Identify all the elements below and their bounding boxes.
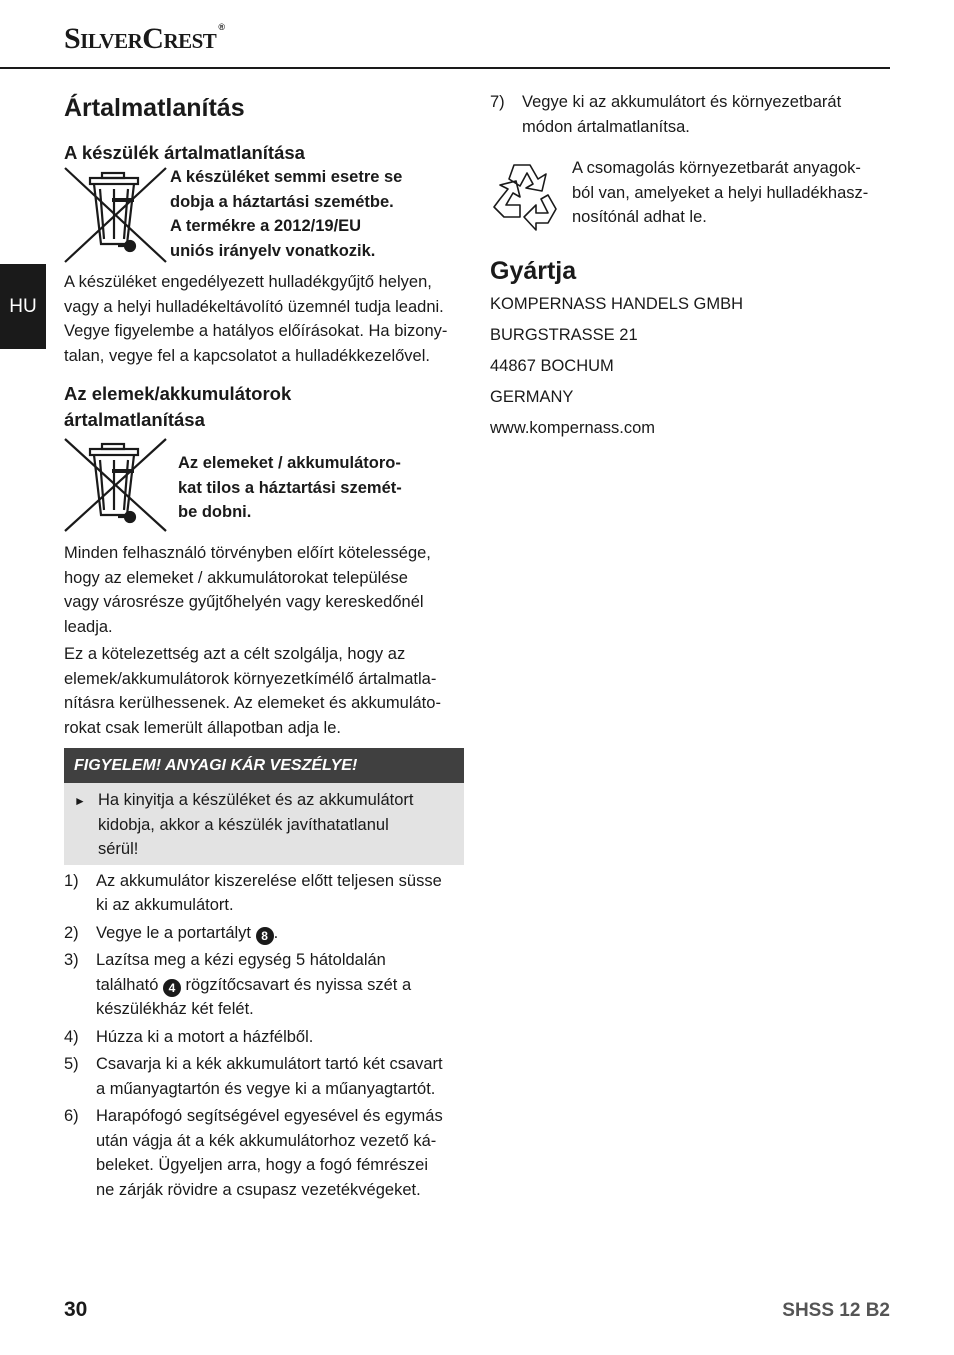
step-line: készülékház két felét. [96,1000,254,1018]
packaging-note [490,159,890,231]
list-item [64,1025,464,1050]
step-text: . [273,923,279,942]
address-line: 44867 BOCHUM [490,357,614,375]
step-number: 1) [64,871,79,890]
manufacturer-heading: Gyártja [490,257,577,285]
address-line: BURGSTRASSE 21 [490,326,638,344]
step-line: Húzza ki a motort a házfélből. [96,1027,314,1046]
step-number: 6) [64,1107,79,1125]
step-line: Lazítsa meg a kézi egység 5 hátoldalán [96,951,386,969]
part-ref-badge: 8 [256,927,274,945]
section-heading [64,381,464,433]
crossed-bin-icon [64,437,168,533]
step-list [64,869,464,1203]
part-ref-badge: 4 [163,979,181,997]
text-line: leadja. [64,617,113,636]
note-line: be dobni. [178,503,252,521]
step-line: ne zárják rövidre a csupasz vezetékvégeket. [96,1180,421,1199]
text-line: rokat csak lemerült állapotban adja le. [64,718,341,737]
step-line: beleket. Ügyeljen arra, hogy a fogó fémrészei [96,1156,429,1174]
note-line: Az elemeket / akkumulátoro- [178,454,401,472]
note-line: dobja a háztartási szemétbe. [170,192,394,211]
step-text: Vegye le a portartályt [96,923,256,942]
right-column [490,90,890,444]
text-line: Minden felhasználó törvényben előírt kötelessége, [64,544,431,562]
warning-box [64,748,464,865]
brand-logo: SilverCrest ® [64,22,225,55]
warning-line: sérül! [98,840,139,858]
text-line: A csomagolás környezetbarát anyagok- [572,159,861,177]
device-disposal-note [64,166,464,264]
list-item [64,1052,464,1101]
step-number: 5) [64,1055,79,1073]
section-heading: A készülék ártalmatlanítása [64,142,305,163]
step-line: a műanyagtartón és vegye ki a műanyagtartót. [96,1079,436,1098]
heading-line: Az elemek/akkumulátorok [64,383,292,404]
address-line: GERMANY [490,388,574,406]
step-line: módon ártalmatlanítsa. [522,117,690,136]
model-number: SHSS 12 B2 [782,1300,890,1321]
step-line: Csavarja ki a kék akkumulátort tartó két csavart [96,1055,443,1073]
step-number: 3) [64,951,79,969]
text-line: vagy városrésze gyűjtőhelyén vagy kereskedőnél [64,593,424,611]
website-link[interactable]: www.kompernass.com [490,419,656,437]
step-number: 7) [490,93,505,111]
list-item [64,921,464,946]
step-text: található [96,975,163,994]
page-title: Ártalmatlanítás [64,94,245,122]
step-number: 4) [64,1027,79,1046]
text-line: talan, vegye fel a kapcsolatot a hulladékkezelővel. [64,346,430,365]
text-line: hogy az elemeket / akkumulátorokat települése [64,568,408,587]
crossed-bin-icon [64,166,168,264]
address-line: KOMPERNASS HANDELS GMBH [490,295,744,313]
step-line: Vegye ki az akkumulátort és környezetbarát [522,93,842,111]
step-line: után vágja át a kék akkumulátorhoz vezető ká- [96,1131,437,1150]
text-line: nosítónál adhat le. [572,208,707,226]
text-line: ból van, amelyeket a helyi hulladékhasz- [572,183,869,202]
list-item [64,948,464,1022]
heading-line: ártalmatlanítása [64,409,205,430]
warning-line: kidobja, akkor a készülék javíthatatlanul [98,815,389,834]
text-line: elemek/akkumulátorok környezetkímélő ártalmatla- [64,669,437,688]
battery-disposal-note [64,437,464,533]
text-line: A készüléket engedélyezett hulladékgyűjtő helyen, [64,273,432,291]
warning-line: Ha kinyitja a készüléket és az akkumulátort [98,791,414,809]
recycle-icon [490,159,566,231]
battery-disposal-text [64,541,464,740]
warning-title: FIGYELEM! ANYAGI KÁR VESZÉLYE! [64,748,464,783]
left-column [64,90,464,1205]
header-rule [0,67,890,69]
list-item [64,869,464,918]
text-line: Vegye figyelembe a hatályos előírásokat. Ha bizony- [64,322,448,340]
step-list [490,90,890,139]
note-line: uniós irányelv vonatkozik. [170,241,376,260]
note-line: A termékre a 2012/19/EU [170,217,362,235]
arrow-bullet-icon: ► [74,794,86,808]
step-line: ki az akkumulátort. [96,896,234,914]
text-line: vagy a helyi hulladékeltávolító üzemnél tudja leadni. [64,297,444,316]
step-text: rögzítőcsavart és nyissa szét a [180,975,412,994]
list-item [64,1104,464,1202]
note-line: A készüléket semmi esetre se [170,168,403,186]
device-disposal-text [64,270,464,368]
step-number: 2) [64,923,79,942]
page-number: 30 [64,1298,88,1321]
step-line: Harapófogó segítségével egyesével és egymás [96,1107,443,1125]
language-tab: HU [0,264,46,349]
note-line: kat tilos a háztartási szemét- [178,478,402,497]
text-line: Ez a kötelezettség azt a célt szolgálja, hogy az [64,645,406,663]
list-item [490,90,890,139]
step-line: Az akkumulátor kiszerelése előtt teljesen süsse [96,871,442,890]
text-line: nításra kerülhessenek. Az elemeket és akkumuláto- [64,694,441,712]
manufacturer-address [490,289,890,444]
